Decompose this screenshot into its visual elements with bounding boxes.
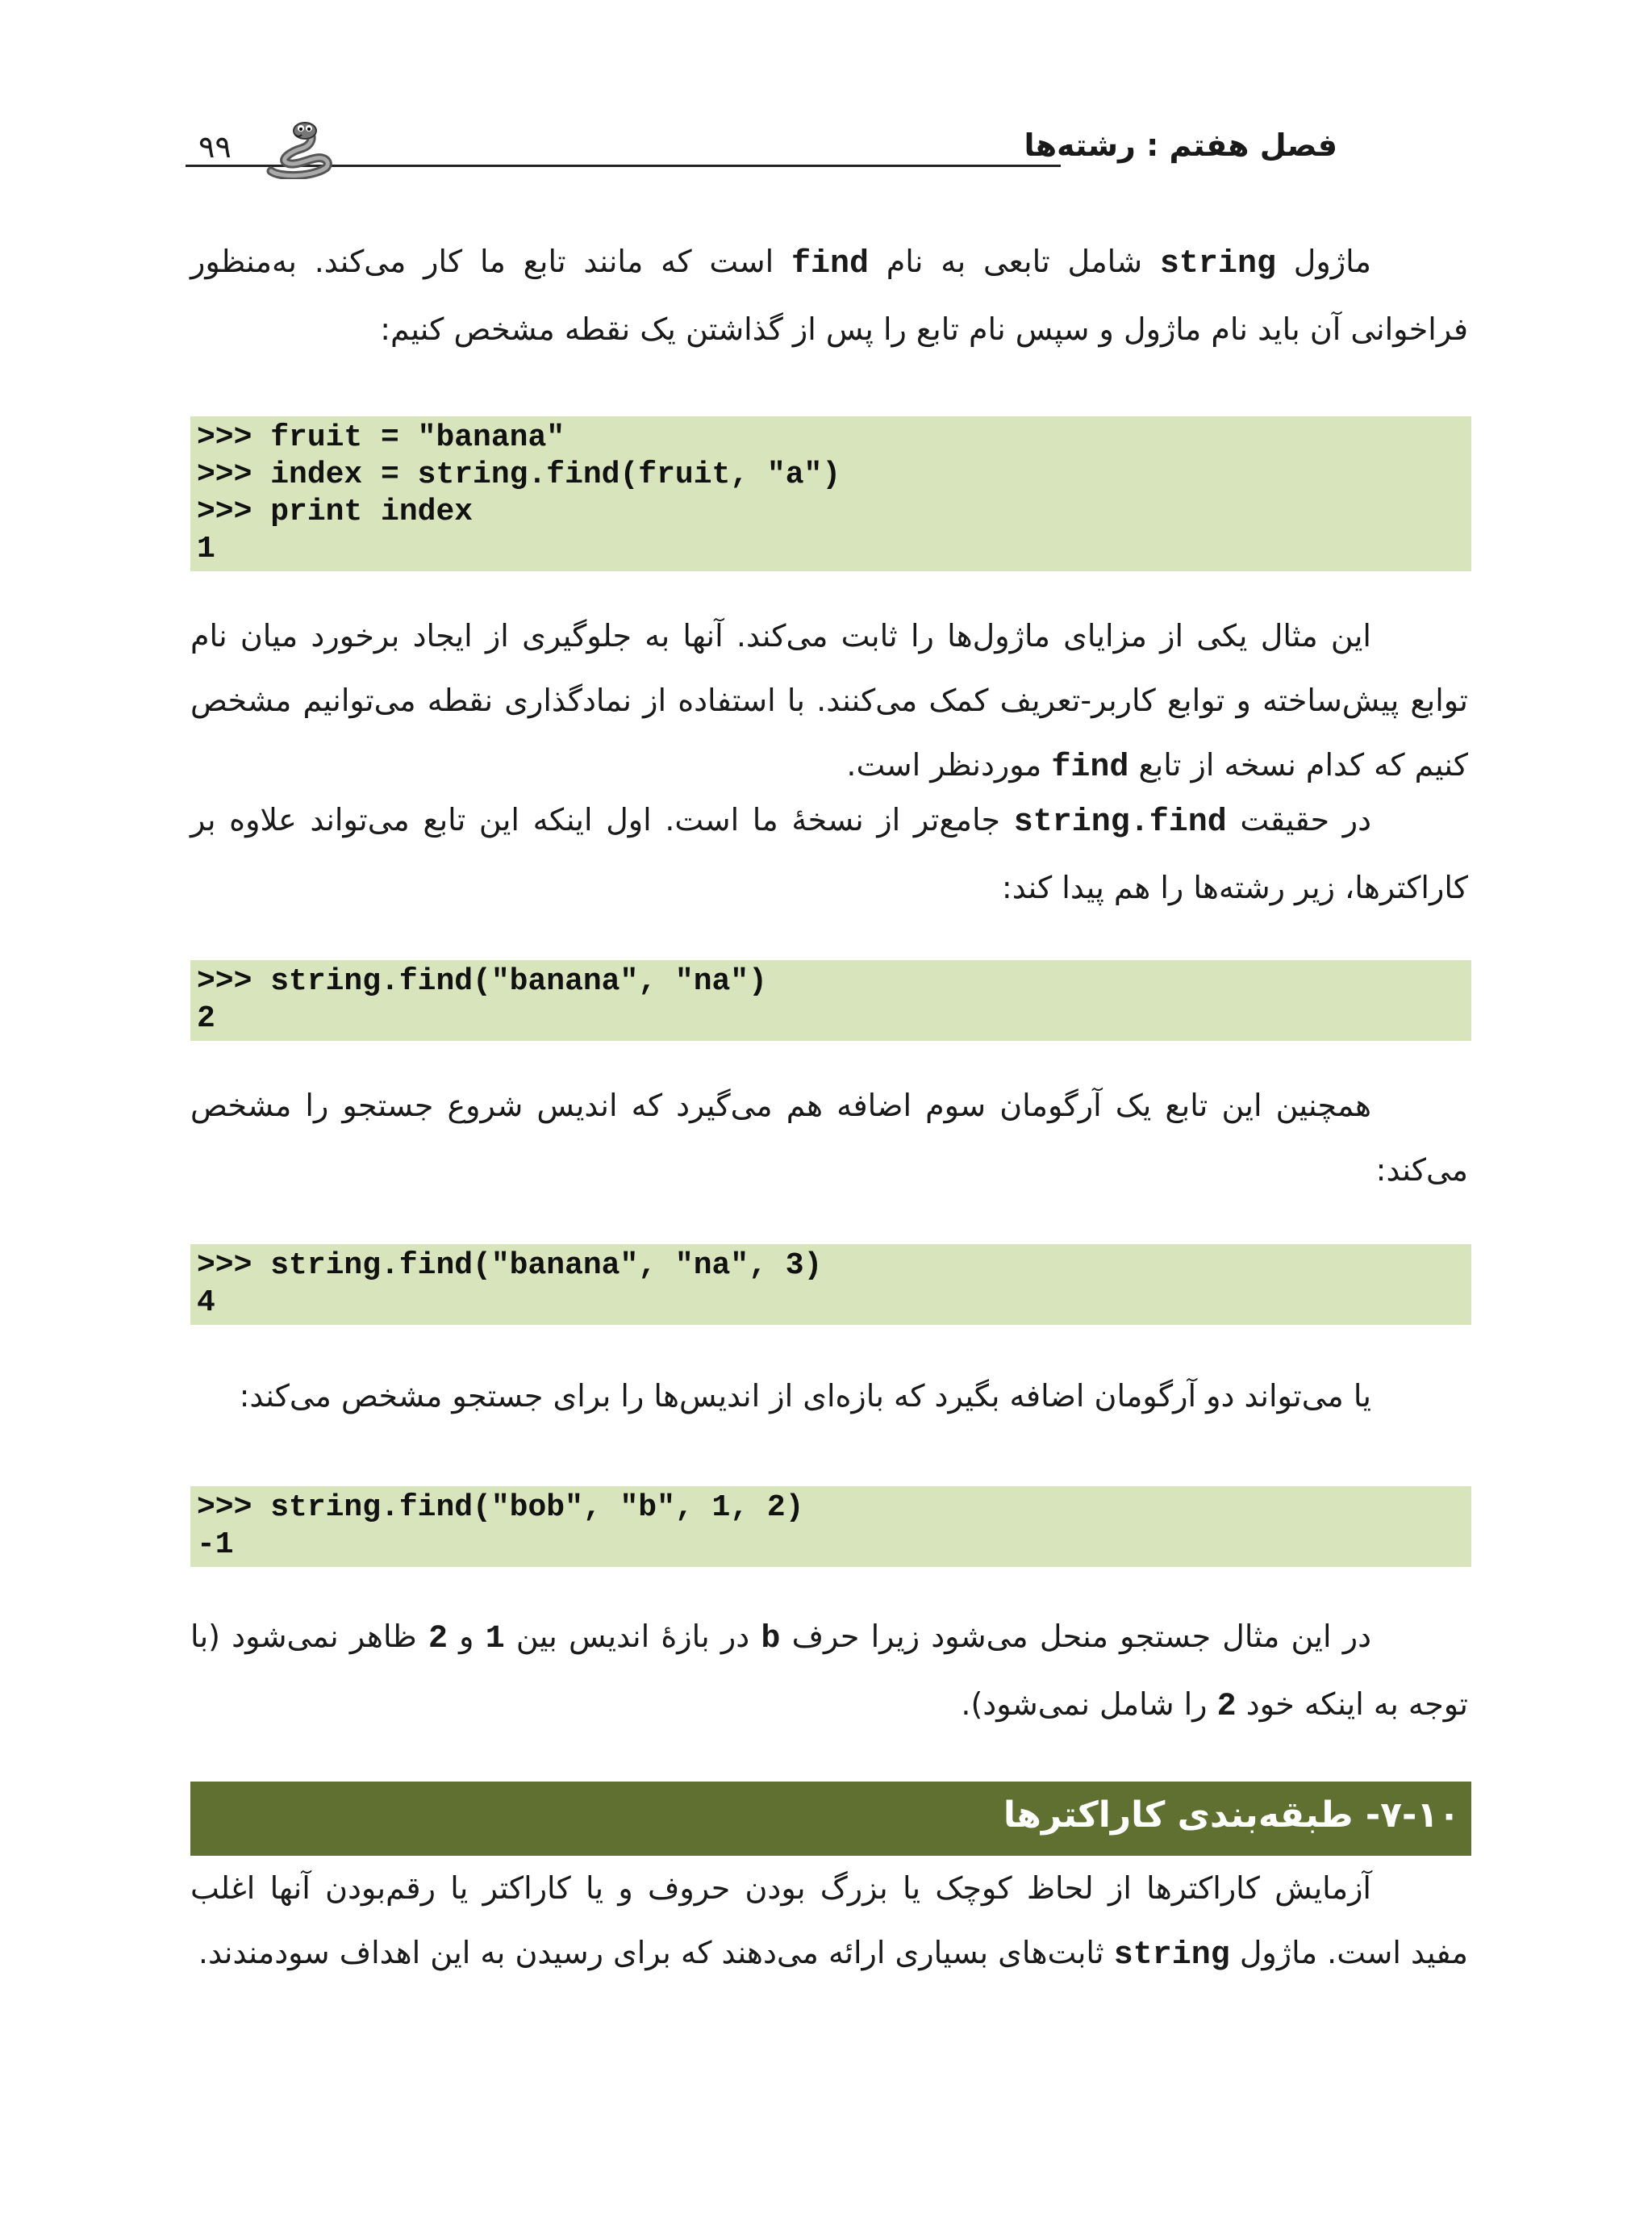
code-line: 1 xyxy=(197,532,215,566)
running-header xyxy=(186,121,1468,178)
code-line: 4 xyxy=(197,1285,215,1320)
paragraph-line: این مثال یکی از مزایای ماژول‌ها را ثابت می‌کند. آنها به جلوگیری از ایجاد برخورد میان نام xyxy=(190,618,1371,654)
inline-code: string xyxy=(1113,1937,1230,1974)
inline-code: find xyxy=(1051,750,1129,786)
inline-code: string.find xyxy=(1013,804,1227,841)
code-line: 2 xyxy=(197,1001,215,1036)
section-heading xyxy=(190,1782,1471,1856)
inline-code: string xyxy=(1159,246,1276,282)
code-block-1 xyxy=(190,416,1471,571)
paragraph-2 xyxy=(190,604,1468,800)
code-block-4 xyxy=(190,1486,1471,1567)
inline-code: 1 xyxy=(485,1621,505,1657)
code-line: >>> string.find("bob", "b", 1, 2) xyxy=(197,1490,804,1525)
paragraph-1 xyxy=(190,229,1468,361)
code-block-3 xyxy=(190,1244,1471,1325)
inline-code: 2 xyxy=(1216,1689,1237,1725)
paragraph-line: توجه به اینکه خود 2 را شامل نمی‌شود). xyxy=(961,1686,1468,1725)
paragraph-line: آزمایش کاراکترها از لحاظ کوچک یا بزرگ بودن حروف و یا کاراکتر یا رقم‌بودن آنها اغلب xyxy=(190,1870,1371,1906)
paragraph-line: در حقیقت string.find جامع‌تر از نسخهٔ ما است. اول اینکه این تابع می‌تواند علاوه بر xyxy=(190,802,1371,841)
code-line: >>> fruit = "banana" xyxy=(197,420,565,455)
chapter-title: فصل هفتم : رشته‌ها xyxy=(1024,127,1337,163)
code-line: >>> string.find("banana", "na") xyxy=(197,964,767,999)
code-line: >>> string.find("banana", "na", 3) xyxy=(197,1248,823,1283)
inline-code: find xyxy=(791,246,869,282)
paragraph-line: مفید است. ماژول string ثابت‌های بسیاری ارائه می‌دهند که برای رسیدن به این اهداف سودمندند. xyxy=(198,1935,1468,1974)
code-line: >>> print index xyxy=(197,495,473,529)
section-title: ۷-۱۰- طبقه‌بندی کاراکترها xyxy=(1003,1794,1460,1836)
paragraph-3 xyxy=(190,787,1468,920)
code-block-2 xyxy=(190,960,1471,1041)
snake-mascot-icon xyxy=(263,121,334,179)
paragraph-line: همچنین این تابع یک آرگومان سوم اضافه هم می‌گیرد که اندیس شروع جستجو را مشخص xyxy=(190,1088,1371,1123)
paragraph-5 xyxy=(190,1364,1468,1428)
paragraph-line: کنیم که کدام نسخه از تابع find موردنظر است. xyxy=(846,747,1468,786)
paragraph-line: کاراکترها، زیر رشته‌ها را هم پیدا کند: xyxy=(1001,870,1468,905)
paragraph-7 xyxy=(190,1856,1468,1988)
code-line: >>> index = string.find(fruit, "a") xyxy=(197,457,841,492)
inline-code: b xyxy=(761,1621,781,1657)
paragraph-4 xyxy=(190,1073,1468,1202)
code-line: -1 xyxy=(197,1527,234,1562)
paragraph-6 xyxy=(190,1604,1468,1740)
paragraph-line: توابع پیش‌ساخته و توابع کاربر-تعریف کمک می‌کنند. با استفاده از نمادگذاری نقطه می‌توانیم مشخص xyxy=(190,683,1468,718)
paragraph-line: در این مثال جستجو منحل می‌شود زیرا حرف b در بازهٔ اندیس بین 1 و 2 ظاهر نمی‌شود (با xyxy=(190,1619,1371,1657)
paragraph-line: یا می‌تواند دو آرگومان اضافه بگیرد که بازه‌ای از اندیس‌ها را برای جستجو مشخص می‌کند: xyxy=(239,1378,1371,1414)
page-number: ۹۹ xyxy=(198,129,232,165)
paragraph-line: ماژول string شامل تابعی به نام find است که مانند تابع ما کار می‌کند. به‌منظور xyxy=(190,244,1372,282)
inline-code: 2 xyxy=(428,1621,448,1657)
paragraph-line: می‌کند: xyxy=(1375,1152,1468,1188)
paragraph-line: فراخوانی آن باید نام ماژول و سپس نام تابع را پس از گذاشتن یک نقطه مشخص کنیم: xyxy=(380,311,1468,347)
